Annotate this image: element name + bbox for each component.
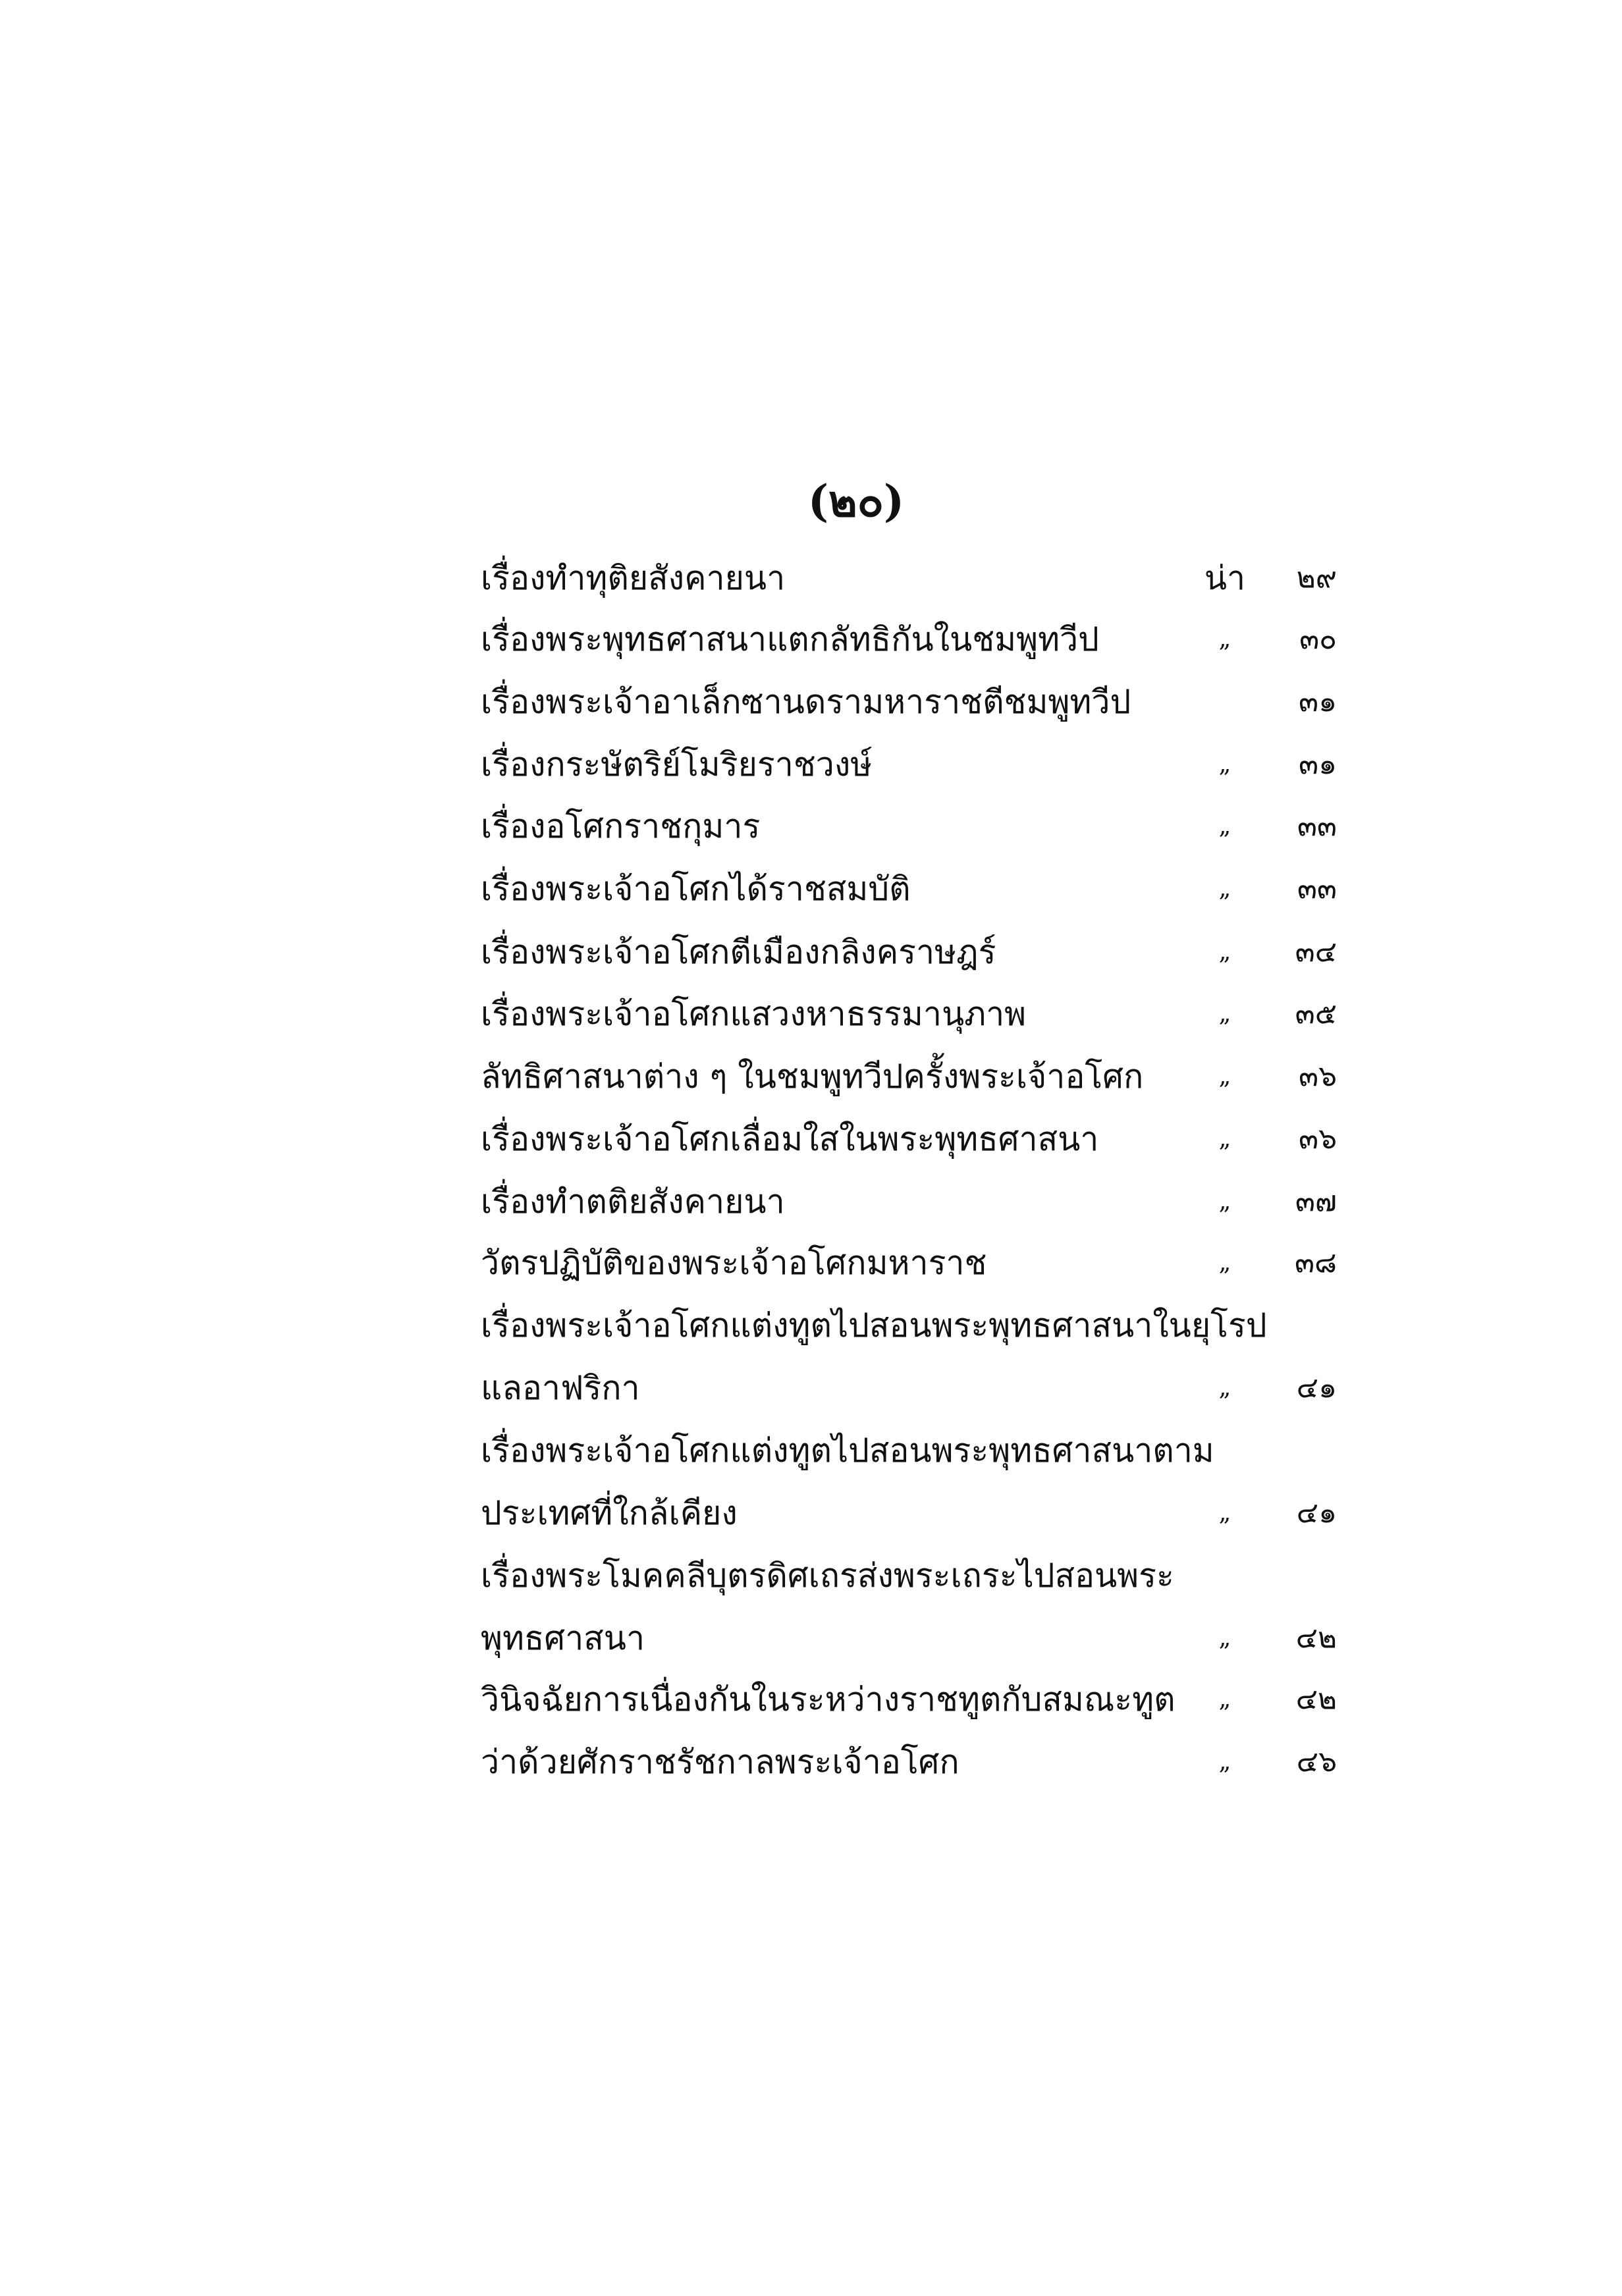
ditto-mark: „ [1218, 626, 1231, 653]
toc-entry [481, 613, 1337, 666]
ditto-mark: „ [1218, 813, 1231, 840]
toc-entry-page: ๓๕ [1295, 997, 1337, 1030]
ditto-mark: „ [1218, 1748, 1231, 1775]
toc-entry-title: เรื่องพระเจ้าอโศกตีเมืองกลิงคราษฎร์ [481, 933, 996, 971]
toc-entry-title: เรื่องพระเจ้าอโศกแสวงหาธรรมานุภาพ [481, 995, 1027, 1033]
toc-entry-page: ๓๑ [1298, 747, 1337, 781]
toc-entry [481, 1299, 1337, 1352]
ditto-mark: „ [1218, 1000, 1231, 1027]
toc-entry [481, 1175, 1337, 1228]
toc-entry [481, 800, 1337, 853]
toc-entry [481, 1487, 1337, 1539]
toc-entry-title: เรื่องกระษัตริย์โมริยราชวงษ์ [481, 745, 873, 784]
toc-entry [481, 926, 1337, 978]
toc-entry-page: ๓๓ [1297, 872, 1337, 905]
toc-entry [481, 1050, 1337, 1103]
ditto-mark: „ [1218, 751, 1231, 778]
toc-entry [481, 552, 1337, 604]
toc-entry-title: ประเทศที่ใกล้เคียง [481, 1494, 738, 1532]
toc-entry-title: วินิจฉัยการเนื่องกันในระหว่างราชทูตกับสมณะทูต [481, 1680, 1176, 1719]
toc-entry-page: ๔๒ [1295, 1621, 1337, 1655]
toc-entry [481, 1736, 1337, 1788]
toc-entry-title: เรื่องพระเจ้าอโศกแต่งทูตไปสอนพระพุทธศาสนาในยุโรป [481, 1306, 1267, 1345]
ditto-mark: „ [1218, 1624, 1231, 1651]
toc-entry-title: เรื่องพระเจ้าอโศกแต่งทูตไปสอนพระพุทธศาสนาตาม [481, 1431, 1214, 1470]
toc-entry-title: เรื่องพระเจ้าอโศกได้ราชสมบัติ [481, 870, 911, 908]
toc-entry-title: เรื่องพระเจ้าอาเล็กซานดรามหาราชตีชมพูทวีป [481, 683, 1131, 721]
toc-entry-page: ๓๘ [1294, 1246, 1337, 1279]
toc-entry-page: ๓๖ [1298, 1122, 1337, 1156]
table-of-contents [481, 0, 1337, 2296]
toc-entry-title: เรื่องพระเจ้าอโศกเลื่อมใสในพระพุทธศาสนา [481, 1120, 1099, 1158]
ditto-mark: „ [1218, 1374, 1231, 1401]
toc-entry [481, 738, 1337, 791]
toc-entry-title: วัตรปฏิบัติของพระเจ้าอโศกมหาราช [481, 1244, 987, 1282]
toc-entry-page: ๓๓ [1297, 809, 1337, 843]
toc-entry [481, 988, 1337, 1040]
toc-entry-title: เรื่องอโศกราชกุมาร [481, 807, 761, 845]
toc-entry [481, 1673, 1337, 1726]
toc-entry [481, 1612, 1337, 1665]
toc-entry [481, 1113, 1337, 1165]
ditto-mark: „ [1218, 1188, 1231, 1215]
page-column-label: น่า [1204, 559, 1246, 597]
toc-entry-title: ลัทธิศาสนาต่าง ๆ ในชมพูทวีปครั้งพระเจ้าอโศก [481, 1057, 1144, 1096]
toc-entry-title: เรื่องทำทุติยสังคายนา [481, 559, 786, 597]
ditto-mark: „ [1218, 1063, 1231, 1090]
toc-entry-title: พุทธศาสนา [481, 1619, 645, 1657]
toc-entry-title: เรื่องพระพุทธศาสนาแตกลัทธิกันในชมพูทวีป [481, 620, 1099, 658]
toc-entry-page: ๓๐ [1299, 622, 1337, 656]
ditto-mark: „ [1218, 1125, 1231, 1152]
toc-entry [481, 1362, 1337, 1414]
toc-entry-title: เรื่องทำตติยสังคายนา [481, 1183, 785, 1221]
toc-entry-page: ๔๖ [1296, 1745, 1337, 1778]
toc-entry [481, 676, 1337, 728]
toc-entry [481, 1424, 1337, 1477]
ditto-mark: „ [1218, 1499, 1231, 1526]
toc-entry-page: ๔๒ [1295, 1682, 1337, 1716]
toc-entry-page: ๓๔ [1295, 935, 1337, 969]
ditto-mark: „ [1218, 875, 1231, 902]
toc-entry-page: ๓๑ [1298, 685, 1337, 718]
toc-entry-page: ๓๗ [1295, 1185, 1337, 1218]
toc-entry-page: ๔๑ [1296, 1371, 1337, 1404]
ditto-mark: „ [1218, 1249, 1231, 1276]
toc-entry-title: เรื่องพระโมคคลีบุตรดิศเถรส่งพระเถระไปสอนพระ [481, 1557, 1174, 1595]
ditto-mark: „ [1218, 938, 1231, 965]
toc-entry [481, 1237, 1337, 1289]
toc-entry-title: แลอาฟริกา [481, 1369, 640, 1407]
page-number: (๒๐) [807, 475, 905, 527]
ditto-mark: „ [1218, 1686, 1231, 1713]
toc-entry-page: ๔๑ [1296, 1496, 1337, 1530]
toc-entry-title: ว่าด้วยศักราชรัชกาลพระเจ้าอโศก [481, 1743, 960, 1781]
toc-entry [481, 1549, 1337, 1602]
toc-entry-page: ๒๙ [1296, 561, 1337, 595]
toc-entry [481, 863, 1337, 915]
toc-entry-page: ๓๖ [1298, 1059, 1337, 1093]
